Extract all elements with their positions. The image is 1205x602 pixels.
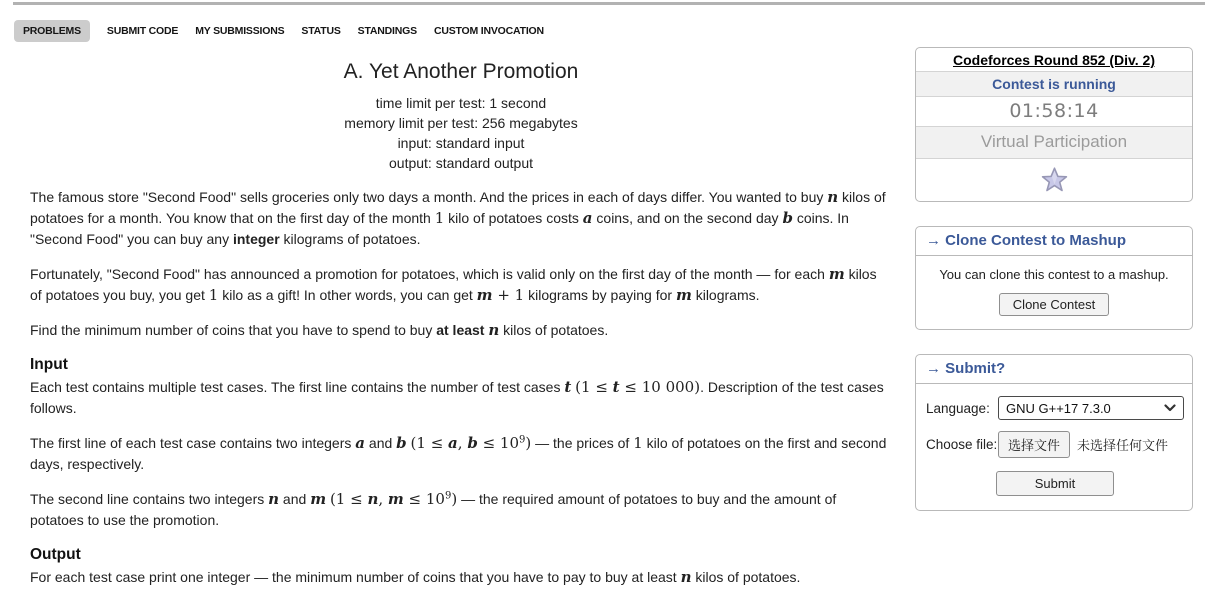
submit-caption-link[interactable]: → Submit? (916, 355, 1192, 384)
contest-tabs (14, 20, 544, 42)
input-paragraph: Each test contains multiple test cases. The first line contains the number of test cases t (1 ≤ t ≤ 10 000). Description of the test cases follows. (30, 378, 884, 416)
memory-limit: memory limit per test: 256 megabytes (344, 115, 578, 131)
language-selected-value: GNU G++17 7.3.0 (1006, 400, 1111, 416)
clone-caption-link[interactable]: → Clone Contest to Mashup (916, 227, 1192, 256)
clone-contest-box (915, 226, 1193, 330)
sidebar (915, 47, 1193, 535)
input-spec: input: standard input (397, 135, 525, 151)
clone-contest-button[interactable]: Clone Contest (999, 293, 1109, 316)
choose-file-label: Choose file: (926, 437, 998, 452)
tab-submit-code[interactable]: SUBMIT CODE (106, 25, 179, 37)
problem-statement (30, 60, 892, 602)
tab-custom-invocation[interactable]: CUSTOM INVOCATION (433, 25, 544, 37)
clone-description: You can clone this contest to a mashup. (939, 267, 1169, 282)
participation-mode: Virtual Participation (916, 127, 1192, 159)
input-section-title: Input (30, 356, 68, 373)
chevron-down-icon (1164, 404, 1176, 412)
favorite-star-icon[interactable] (1041, 167, 1068, 192)
output-section-title: Output (30, 546, 81, 563)
top-divider (13, 2, 1205, 5)
tab-my-submissions[interactable]: MY SUBMISSIONS (195, 25, 285, 37)
statement-paragraph: Fortunately, "Second Food" has announced a promotion for potatoes, which is valid only on the first day of the month — for each m kilos of potatoes you buy, you get 1 kilo as a gift! In other words, you can get m + 1 kilograms by paying for m kilograms. (30, 265, 877, 304)
file-status-text: 未选择任何文件 (1077, 438, 1169, 453)
tab-standings[interactable]: STANDINGS (357, 25, 417, 37)
input-paragraph: The second line contains two integers n and m (1 ≤ n, $m \le 10^9$) — the required amount of potatoes to buy and the amount of potatoes to use the promotion. (30, 490, 837, 528)
contest-countdown: 01:58:14 (916, 97, 1192, 127)
problem-title: A. Yet Another Promotion (343, 60, 579, 83)
output-paragraph: For each test case print one integer — the minimum number of coins that you have to pay to buy at least n kilos of potatoes. (30, 568, 801, 586)
input-paragraph: The first line of each test case contains two integers a and b (1 ≤ a, $b \le 10^9$) — the prices of 1 kilo of potatoes on the first and second days, respectively. (30, 434, 887, 472)
tab-status[interactable]: STATUS (301, 25, 341, 37)
statement-paragraph: The famous store "Second Food" sells groceries only two days a month. And the prices in each of days differ. You wanted to buy n kilos of potatoes for a month. You know that on the first day of the month 1 kilo of potatoes costs a coins, and on the second day b coins. In "Second Food" you can buy any integer kilograms of potatoes. (30, 188, 886, 247)
language-select[interactable] (998, 396, 1184, 420)
statement-paragraph: Find the minimum number of coins that you have to spend to buy at least n kilos of potatoes. (30, 321, 609, 339)
file-input (998, 431, 1184, 458)
language-label: Language: (926, 400, 990, 416)
choose-file-button[interactable]: 选择文件 (998, 431, 1070, 458)
contest-info-box (915, 47, 1193, 202)
favorite-row (916, 159, 1192, 201)
submit-box (915, 354, 1193, 511)
time-limit: time limit per test: 1 second (375, 95, 547, 111)
tab-problems[interactable]: PROBLEMS (14, 20, 90, 42)
contest-title-link[interactable]: Codeforces Round 852 (Div. 2) (952, 52, 1155, 68)
problem-properties (30, 93, 892, 173)
contest-title-row (916, 48, 1192, 72)
output-spec: output: standard output (389, 155, 533, 171)
contest-status: Contest is running (916, 72, 1192, 97)
submit-button[interactable]: Submit (996, 471, 1114, 496)
